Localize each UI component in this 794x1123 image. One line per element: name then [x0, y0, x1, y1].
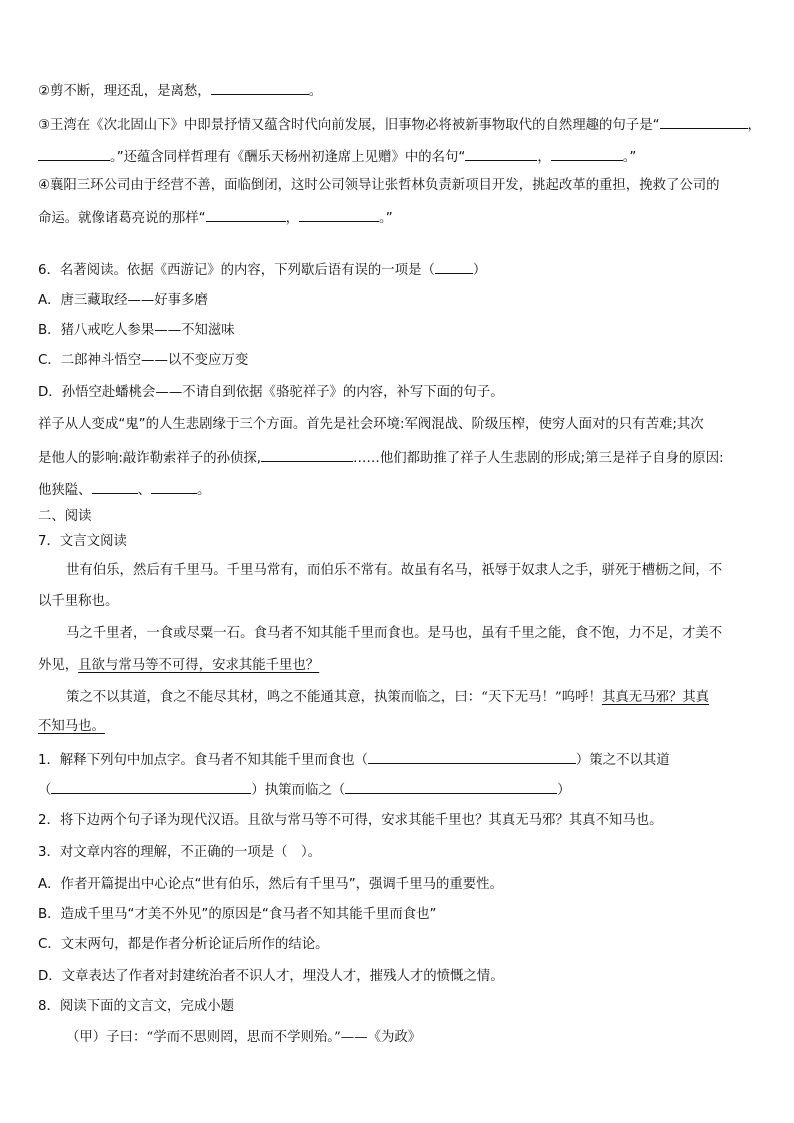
classical-text-para1-line2: 以千里称也。 [38, 594, 119, 609]
section-heading: 二、阅读 [38, 509, 92, 524]
answer-blank[interactable] [299, 207, 379, 222]
q7-sub3-option-b: B．造成千里马“才美不外见”的原因是“食马者不知其能千里而食也” [38, 907, 437, 922]
answer-blank[interactable] [51, 779, 251, 794]
answer-blank[interactable] [206, 207, 286, 222]
answer-blank[interactable] [151, 479, 197, 494]
answer-blank[interactable] [92, 479, 138, 494]
q5-item-4 [38, 176, 760, 196]
q7-sub1-cont: （ ）执策而临之（ ） [38, 779, 760, 801]
answer-blank[interactable] [211, 80, 309, 95]
q7-sub3-option-a: A．作者开篇提出中心论点“世有伯乐，然后有千里马”，强调千里马的重要性。 [38, 877, 503, 892]
underlined-sentence: 且欲与常马等不可得，安求其能千里也？ [78, 658, 320, 673]
answer-blank[interactable] [465, 146, 537, 161]
q6-stem: 6．名著阅读。依据《西游记》的内容，下列歇后语有误的一项是（ ） [38, 259, 760, 281]
answer-blank[interactable] [435, 259, 473, 274]
q5-item-4-cont: 命运。就像诸葛亮说的那样“ ， 。” [38, 207, 760, 229]
q6-option-a: A．唐三藏取经——好事多磨 [38, 293, 208, 308]
q6-option-c: C．二郎神斗悟空——以不变应万变 [38, 353, 249, 368]
answer-blank[interactable] [345, 779, 557, 794]
q7-sub3: 3．对文章内容的理解，不正确的一项是（ ）。 [38, 845, 322, 860]
q7-sub3-option-c: C．文末两句，都是作者分析论证后所作的结论。 [38, 937, 329, 952]
underlined-sentence: 不知马也。 [38, 719, 105, 734]
q5-item-2-text: ②剪不断，理还乱，是离愁， [38, 84, 211, 99]
answer-blank[interactable] [38, 146, 110, 161]
xiangzi-paragraph-line-3: 他狭隘、 、 。 [38, 479, 760, 501]
q5-item-2: ②剪不断，理还乱，是离愁， 。 [38, 80, 760, 102]
classical-text-para2-line1: 马之千里者，一食或尽粟一石。食马者不知其能千里而食也。是马也，虽有千里之能，食不饱，力不足，才美不 [66, 626, 723, 641]
q5-item-3: ③王湾在《次北固山下》中即景抒情又蕴含时代向前发展，旧事物必将被新事物取代的自然理趣的句子是“ ， [38, 114, 760, 136]
q7-sub2: 2．将下边两个句子译为现代汉语。且欲与常马等不可得，安求其能千里也？其真无马邪？其真不知马也。 [38, 813, 663, 828]
underlined-sentence: 其真无马邪？其真 [601, 690, 710, 705]
classical-text-para3-line1: 策之不以其道，食之不能尽其材，鸣之不能通其意，执策而临之，曰：“天下无马！”呜呼！其真无马邪？其真 [66, 690, 710, 705]
q6-option-b: B．猪八戒吃人参果——不知滋味 [38, 323, 235, 338]
q8-title: 8．阅读下面的文言文，完成小题 [38, 999, 234, 1014]
classical-text-para2-line2: 外见，且欲与常马等不可得，安求其能千里也？ [38, 658, 320, 673]
q5-item-3-cont: 。”还蕴含同样哲理有《酬乐天杨州初逢席上见赠》中的名句“ ， 。” [38, 146, 760, 168]
q8-text-jia: （甲）子曰：“学而不思则罔，思而不学则殆。”——《为政》 [66, 1030, 422, 1045]
answer-blank[interactable] [660, 114, 748, 129]
xiangzi-paragraph-line-1: 祥子从人变成“鬼”的人生悲剧缘于三个方面。首先是社会环境:军阀混战、阶级压榨，使穷人面对的只有苦难;其次 [38, 417, 704, 432]
classical-text-para3-line2 [38, 717, 760, 737]
answer-blank[interactable] [261, 447, 353, 462]
q7-sub3-option-d: D．文章表达了作者对封建统治者不识人才，埋没人才，摧残人才的愤慨之情。 [38, 969, 504, 984]
answer-blank[interactable] [368, 749, 576, 764]
answer-blank[interactable] [551, 146, 623, 161]
q7-sub1: 1．解释下列句中加点字。食马者不知其能千里而食也（ ）策之不以其道 [38, 749, 760, 771]
q6-option-d: D．孙悟空赴蟠桃会——不请自到依据《骆驼祥子》的内容，补写下面的句子。 [38, 385, 504, 400]
classical-text-para1-line1: 世有伯乐，然后有千里马。千里马常有，而伯乐不常有。故虽有名马，祇辱于奴隶人之手，骈死于槽枥之间，不 [66, 563, 723, 578]
q5-item-3-text: ③王湾在《次北固山下》中即景抒情又蕴含时代向前发展，旧事物必将被新事物取代的自然理趣的句子是“ [38, 118, 660, 133]
q7-title: 7．文言文阅读 [38, 534, 127, 549]
q5-item-4-text: ④襄阳三环公司由于经营不善，面临倒闭，这时公司领导让张哲林负责新项目开发，挑起改革的重担，挽救了公司的 [38, 178, 720, 193]
xiangzi-paragraph-line-2: 是他人的影响:敲诈勒索祥子的孙侦探, ……他们都助推了祥子人生悲剧的形成;第三是祥子自身的原因: [38, 447, 760, 469]
